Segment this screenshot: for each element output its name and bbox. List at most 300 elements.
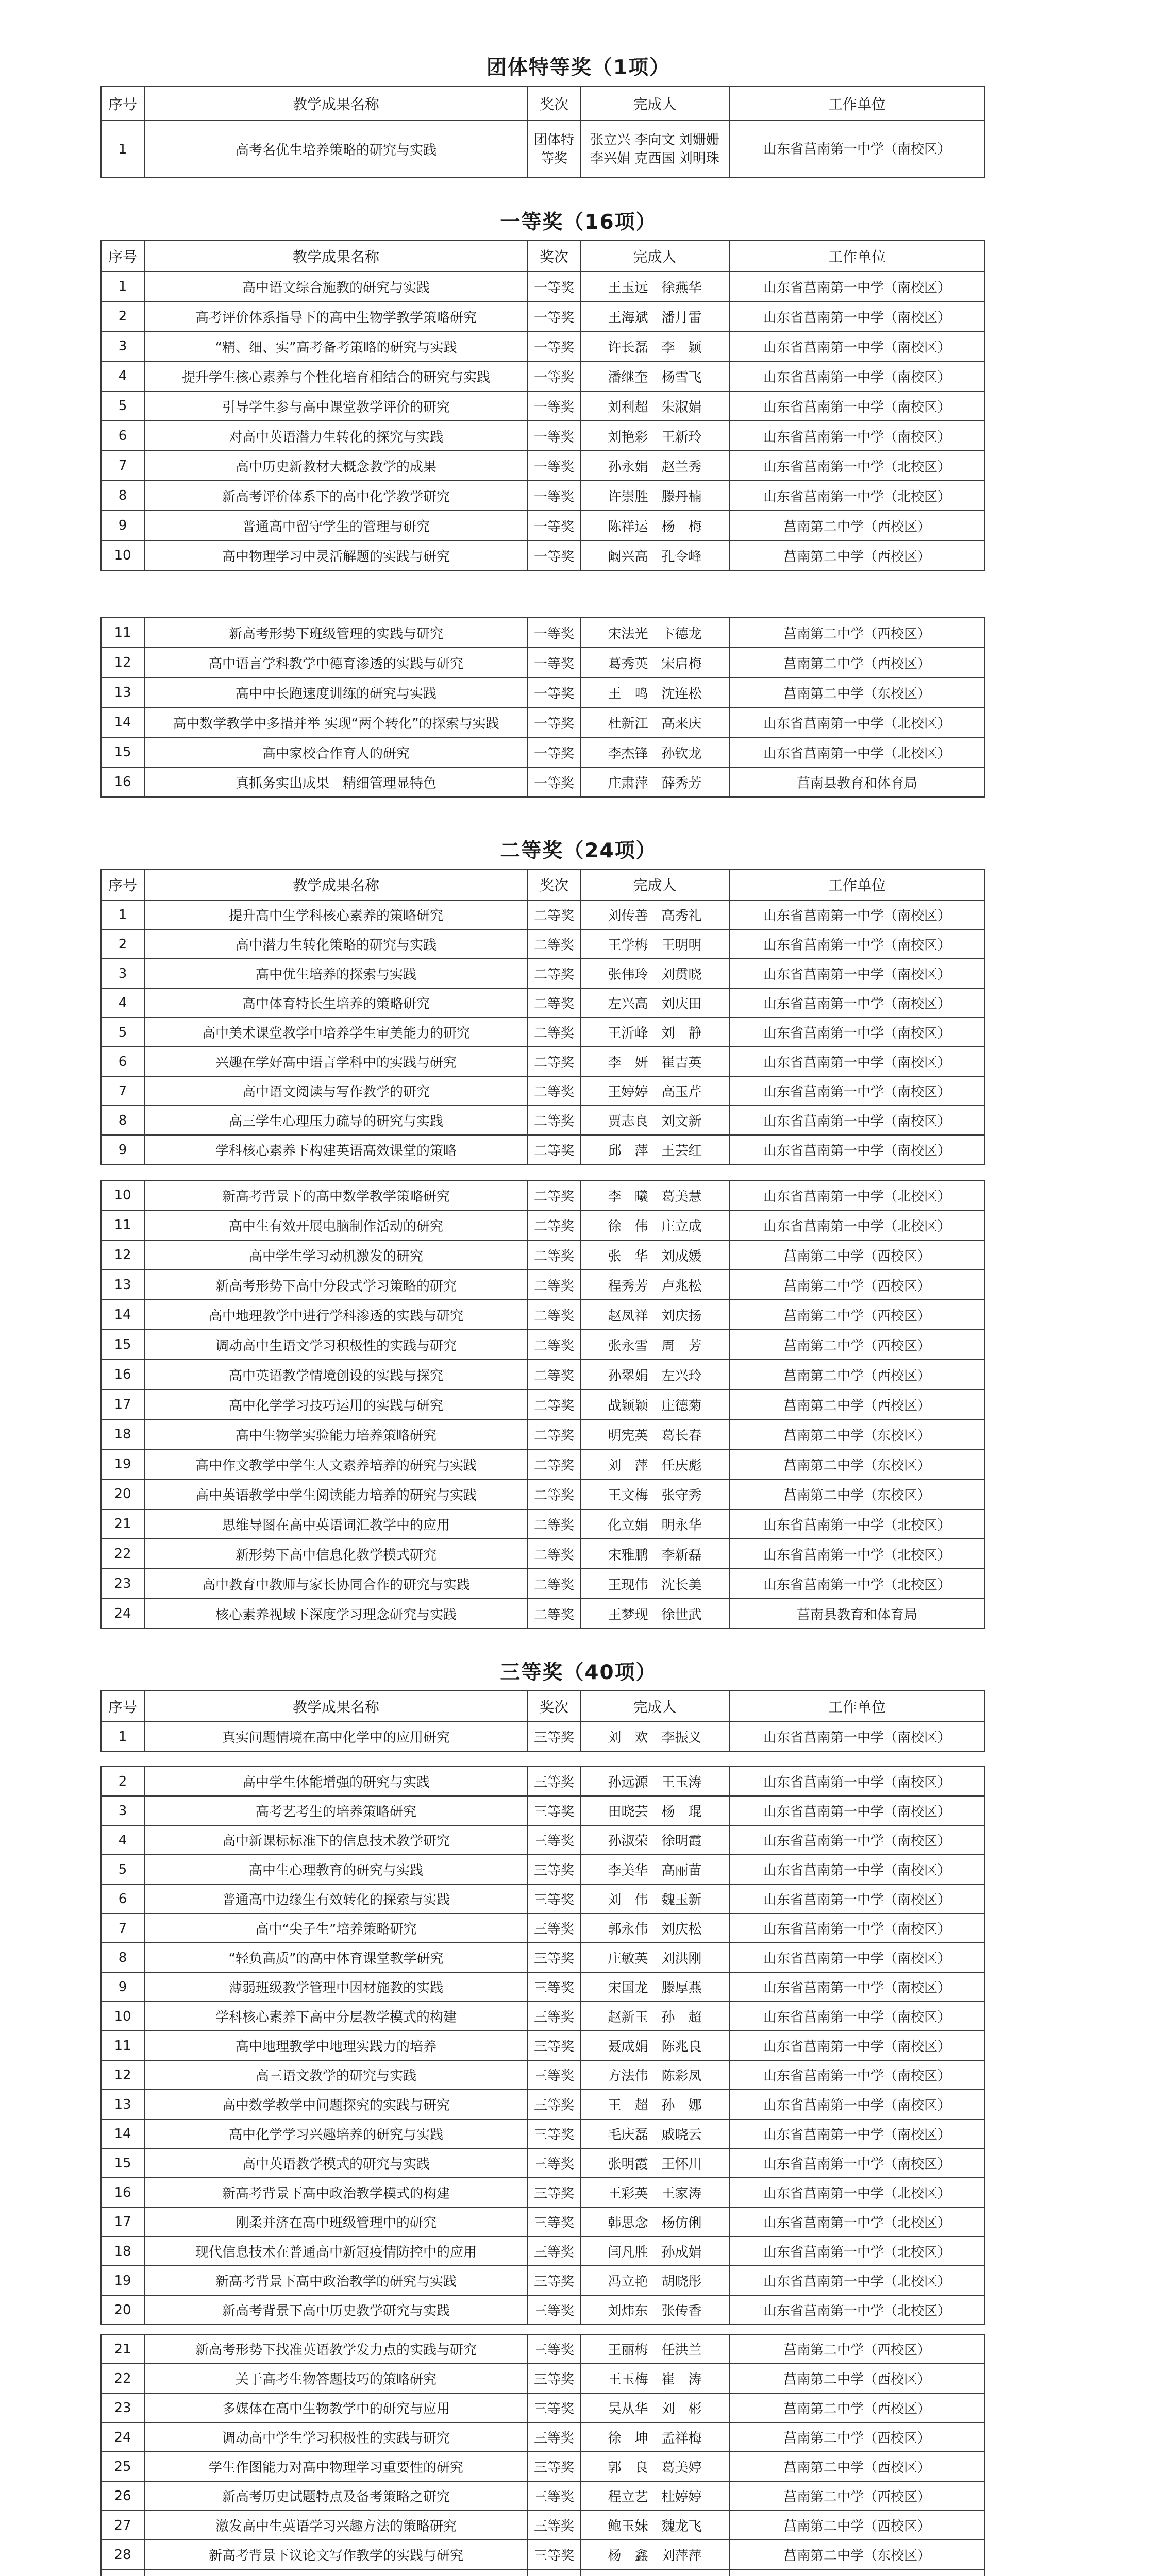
cell-people: 王海斌 潘月雷	[580, 301, 729, 331]
cell-people: 化立娟 明永华	[580, 1509, 729, 1539]
cell-unit: 山东省莒南第一中学（北校区）	[729, 1569, 985, 1599]
table-row	[101, 1330, 985, 1360]
cell-unit: 山东省莒南第一中学（南校区）	[729, 2031, 985, 2060]
cell-unit: 莒南第二中学（西校区）	[729, 1360, 985, 1389]
cell-people: 王丽梅 任洪兰	[580, 2334, 729, 2364]
cell-people: 刘传善 高秀礼	[580, 900, 729, 929]
cell-no: 12	[101, 648, 144, 677]
cell-no: 24	[101, 1599, 144, 1629]
cell-award: 三等奖	[528, 2266, 580, 2295]
header-no: 序号	[101, 1691, 144, 1722]
cell-no: 1	[101, 272, 144, 301]
cell-no: 21	[101, 2334, 144, 2364]
table-row	[101, 1599, 985, 1629]
cell-unit: 莒南第二中学（东校区）	[729, 1419, 985, 1449]
cell-award: 三等奖	[528, 2148, 580, 2178]
cell-no: 18	[101, 1419, 144, 1449]
cell-people: 杨 鑫 刘萍萍	[580, 2540, 729, 2569]
cell-unit: 莒南第二中学（西校区）	[729, 2481, 985, 2511]
cell-name: 新高考背景下高中政治教学模式的构建	[144, 2178, 528, 2207]
cell-name: 高中新课标标准下的信息技术教学研究	[144, 1825, 528, 1855]
cell-name: 高中化学学习技巧运用的实践与研究	[144, 1389, 528, 1419]
table-row	[101, 2002, 985, 2031]
cell-people: 王 鸣 沈连松	[580, 677, 729, 707]
cell-unit: 莒南第二中学（西校区）	[729, 1270, 985, 1300]
cell-award: 三等奖	[528, 1972, 580, 2002]
cell-award: 三等奖	[528, 2481, 580, 2511]
cell-no: 17	[101, 2207, 144, 2236]
cell-unit: 山东省莒南第一中学（南校区）	[729, 1825, 985, 1855]
cell-name: 高考评价体系指导下的高中生物学教学策略研究	[144, 301, 528, 331]
cell-award: 一等奖	[528, 361, 580, 391]
table-header-row	[101, 1691, 985, 1722]
table-row	[101, 2266, 985, 2295]
table-row	[101, 1855, 985, 1884]
table-row	[101, 2511, 985, 2540]
table-row	[101, 1796, 985, 1825]
cell-award: 三等奖	[528, 2236, 580, 2266]
cell-no: 10	[101, 540, 144, 570]
cell-award: 三等奖	[528, 2295, 580, 2325]
table-row	[101, 1722, 985, 1751]
cell-name: 新形势下高中信息化教学模式研究	[144, 1539, 528, 1569]
table-row	[101, 900, 985, 929]
cell-people: 毛庆磊 戚晓云	[580, 2119, 729, 2148]
table-row	[101, 707, 985, 737]
cell-no: 11	[101, 618, 144, 648]
cell-unit: 山东省莒南第一中学（南校区）	[729, 1047, 985, 1076]
cell-name: 高中优生培养的探索与实践	[144, 959, 528, 988]
cell-award: 三等奖	[528, 2031, 580, 2060]
cell-no: 8	[101, 1106, 144, 1135]
cell-people: 张立兴 李向文 刘姗姗 李兴娟 克西国 刘明珠	[580, 121, 729, 178]
table-row	[101, 1539, 985, 1569]
cell-people: 王 超 孙 娜	[580, 2090, 729, 2119]
third-prize-table-b	[100, 1766, 985, 2325]
cell-award: 三等奖	[528, 1884, 580, 1913]
cell-name: 调动高中生语文学习积极性的实践与研究	[144, 1330, 528, 1360]
cell-people: 王玉远 徐燕华	[580, 272, 729, 301]
special-prize-section	[0, 52, 1157, 84]
header-unit: 工作单位	[729, 86, 985, 121]
cell-people: 赵凤祥 刘庆扬	[580, 1300, 729, 1330]
cell-people: 程秀芳 卢兆松	[580, 1270, 729, 1300]
cell-people: 刘利超 朱淑娟	[580, 391, 729, 421]
cell-award: 二等奖	[528, 1210, 580, 1240]
cell-award: 一等奖	[528, 618, 580, 648]
cell-unit: 山东省莒南第一中学（北校区）	[729, 2266, 985, 2295]
cell-unit: 山东省莒南第一中学（北校区）	[729, 1509, 985, 1539]
cell-unit: 山东省莒南第一中学（南校区）	[729, 959, 985, 988]
cell-no: 3	[101, 959, 144, 988]
cell-award: 一等奖	[528, 421, 580, 451]
cell-award: 二等奖	[528, 1539, 580, 1569]
table-row	[101, 511, 985, 540]
cell-award: 一等奖	[528, 391, 580, 421]
cell-unit: 莒南第二中学（西校区）	[729, 2364, 985, 2393]
cell-no: 8	[101, 481, 144, 511]
table-row	[101, 1210, 985, 1240]
cell-people: 李 曦 葛美慧	[580, 1180, 729, 1210]
cell-name: 高中语文阅读与写作教学的研究	[144, 1076, 528, 1106]
cell-people: 刘 伟 魏玉新	[580, 1884, 729, 1913]
table-row	[101, 1569, 985, 1599]
special-prize-table	[100, 86, 985, 178]
cell-unit: 山东省莒南第一中学（南校区）	[729, 361, 985, 391]
cell-people: 王文梅 张守秀	[580, 1479, 729, 1509]
cell-people: 程立艺 杜婷婷	[580, 2481, 729, 2511]
cell-no: 1	[101, 1722, 144, 1751]
table-row	[101, 1972, 985, 2002]
cell-no: 2	[101, 301, 144, 331]
cell-name: 新高考形势下找准英语教学发力点的实践与研究	[144, 2334, 528, 2364]
cell-name: 真抓务实出成果 精细管理显特色	[144, 767, 528, 797]
cell-award: 一等奖	[528, 540, 580, 570]
cell-name: 新高考形势下班级管理的实践与研究	[144, 618, 528, 648]
cell-unit: 山东省莒南第一中学（南校区）	[729, 1767, 985, 1796]
cell-name: 高中数学教学中多措并举 实现“两个转化”的探索与实践	[144, 707, 528, 737]
cell-name: 高中英语教学模式的研究与实践	[144, 2148, 528, 2178]
table-row	[101, 2393, 985, 2422]
table-row	[101, 301, 985, 331]
cell-people: 王沂峰 刘 静	[580, 1018, 729, 1047]
table-row	[101, 959, 985, 988]
cell-name: 普通高中边缘生有效转化的探索与实践	[144, 1884, 528, 1913]
cell-name: 多媒体在高中生物教学中的研究与应用	[144, 2393, 528, 2422]
header-people: 完成人	[580, 1691, 729, 1722]
table-row	[101, 1479, 985, 1509]
cell-unit: 山东省莒南第一中学（南校区）	[729, 1913, 985, 1943]
cell-name: 刚柔并济在高中班级管理中的研究	[144, 2207, 528, 2236]
table-row	[101, 1913, 985, 1943]
cell-unit: 莒南第二中学（东校区）	[729, 1479, 985, 1509]
cell-unit: 莒南第二中学（西校区）	[729, 2422, 985, 2452]
cell-people: 潘继奎 杨雪飞	[580, 361, 729, 391]
cell-unit: 莒南第二中学（东校区）	[729, 1449, 985, 1479]
cell-people: 陈祥运 杨 梅	[580, 511, 729, 540]
cell-name: 高中作文教学中学生人文素养培养的研究与实践	[144, 1449, 528, 1479]
cell-name: 高中中长跑速度训练的研究与实践	[144, 677, 528, 707]
cell-no: 13	[101, 677, 144, 707]
cell-no: 19	[101, 2266, 144, 2295]
cell-no: 4	[101, 1825, 144, 1855]
cell-people: 王学梅 王明明	[580, 929, 729, 959]
table-row	[101, 540, 985, 570]
cell-award: 团体特等奖	[528, 121, 580, 178]
cell-unit: 莒南第二中学（西校区）	[729, 511, 985, 540]
cell-name: 思维导图在高中英语词汇教学中的应用	[144, 1509, 528, 1539]
cell-people: 宋国龙 滕厚燕	[580, 1972, 729, 2002]
cell-no: 26	[101, 2481, 144, 2511]
cell-no: 24	[101, 2422, 144, 2452]
cell-unit: 山东省莒南第一中学（北校区）	[729, 1210, 985, 1240]
table-row	[101, 2569, 985, 2576]
header-no: 序号	[101, 241, 144, 272]
table-header-row	[101, 86, 985, 121]
cell-award: 三等奖	[528, 2002, 580, 2031]
cell-award: 三等奖	[528, 2452, 580, 2481]
cell-award: 二等奖	[528, 1240, 580, 1270]
cell-unit: 山东省莒南第一中学（南校区）	[729, 2060, 985, 2090]
header-people: 完成人	[580, 241, 729, 272]
cell-no: 4	[101, 361, 144, 391]
cell-people: 宋雅鹏 李新磊	[580, 1539, 729, 1569]
cell-people: 刘炜东 张传香	[580, 2295, 729, 2325]
cell-no: 13	[101, 2090, 144, 2119]
cell-unit: 山东省莒南第一中学（北校区）	[729, 707, 985, 737]
cell-unit	[729, 2569, 985, 2576]
cell-unit: 山东省莒南第一中学（南校区）	[729, 1106, 985, 1135]
cell-no: 16	[101, 2178, 144, 2207]
cell-unit: 山东省莒南第一中学（南校区）	[729, 121, 985, 178]
table-row	[101, 1509, 985, 1539]
table-row	[101, 2148, 985, 2178]
cell-award: 三等奖	[528, 1767, 580, 1796]
table-row	[101, 1825, 985, 1855]
header-people: 完成人	[580, 86, 729, 121]
table-row	[101, 2481, 985, 2511]
cell-people: 张明霞 王怀川	[580, 2148, 729, 2178]
table-header-row	[101, 241, 985, 272]
header-award: 奖次	[528, 241, 580, 272]
table-row	[101, 2334, 985, 2364]
third-prize-title: 三等奖（40项）	[500, 1661, 657, 1684]
cell-unit: 莒南第二中学（西校区）	[729, 540, 985, 570]
cell-unit: 山东省莒南第一中学（南校区）	[729, 1855, 985, 1884]
table-row	[101, 331, 985, 361]
header-name: 教学成果名称	[144, 241, 528, 272]
cell-no: 27	[101, 2511, 144, 2540]
cell-no: 12	[101, 2060, 144, 2090]
first-prize-table-a	[100, 240, 985, 571]
header-name: 教学成果名称	[144, 869, 528, 900]
table-row	[101, 2031, 985, 2060]
cell-people: 孙淑荣 徐明霞	[580, 1825, 729, 1855]
header-unit: 工作单位	[729, 241, 985, 272]
cell-unit: 山东省莒南第一中学（南校区）	[729, 1722, 985, 1751]
cell-no: 17	[101, 1389, 144, 1419]
cell-name: 高中学生学习动机激发的研究	[144, 1240, 528, 1270]
cell-award: 三等奖	[528, 1943, 580, 1972]
cell-name: 高中潜力生转化策略的研究与实践	[144, 929, 528, 959]
cell-unit: 山东省莒南第一中学（北校区）	[729, 1539, 985, 1569]
cell-no: 21	[101, 1509, 144, 1539]
cell-people: 刘艳彩 王新玲	[580, 421, 729, 451]
cell-people: 王彩英 王家涛	[580, 2178, 729, 2207]
cell-people: 王玉梅 崔 涛	[580, 2364, 729, 2393]
cell-people: 李 妍 崔吉英	[580, 1047, 729, 1076]
cell-award: 二等奖	[528, 900, 580, 929]
cell-no: 10	[101, 1180, 144, 1210]
header-award: 奖次	[528, 86, 580, 121]
cell-no: 28	[101, 2540, 144, 2569]
cell-people: 明宪英 葛长春	[580, 1419, 729, 1449]
table-row	[101, 1360, 985, 1389]
cell-name: 高三学生心理压力疏导的研究与实践	[144, 1106, 528, 1135]
cell-people: 王婷婷 高玉芹	[580, 1076, 729, 1106]
cell-unit: 山东省莒南第一中学（南校区）	[729, 1972, 985, 2002]
cell-award: 一等奖	[528, 648, 580, 677]
cell-unit: 山东省莒南第一中学（南校区）	[729, 929, 985, 959]
cell-unit: 山东省莒南第一中学（南校区）	[729, 988, 985, 1018]
table-row	[101, 1076, 985, 1106]
cell-name: 高中美术课堂教学中培养学生审美能力的研究	[144, 1018, 528, 1047]
cell-name: 提升高中生学科核心素养的策略研究	[144, 900, 528, 929]
cell-people: 张伟玲 刘贯晓	[580, 959, 729, 988]
cell-name: 新高考背景下议论文写作教学的实践与研究	[144, 2540, 528, 2569]
cell-award: 三等奖	[528, 2060, 580, 2090]
cell-name: 新高考历史试题特点及备考策略之研究	[144, 2481, 528, 2511]
cell-award	[528, 2569, 580, 2576]
cell-unit: 莒南第二中学（西校区）	[729, 1389, 985, 1419]
cell-people: 战颖颖 庄德菊	[580, 1389, 729, 1419]
cell-award: 一等奖	[528, 272, 580, 301]
cell-no: 19	[101, 1449, 144, 1479]
cell-no: 22	[101, 1539, 144, 1569]
cell-unit: 莒南第二中学（东校区）	[729, 2540, 985, 2569]
cell-people: 许长磊 李 颖	[580, 331, 729, 361]
cell-people: 孙翠娟 左兴玲	[580, 1360, 729, 1389]
cell-name: “精、细、实”高考备考策略的研究与实践	[144, 331, 528, 361]
cell-name: 新高考背景下高中政治教学的研究与实践	[144, 2266, 528, 2295]
cell-people: 左兴高 刘庆田	[580, 988, 729, 1018]
cell-award: 一等奖	[528, 301, 580, 331]
cell-name: 学科核心素养下构建英语高效课堂的策略	[144, 1135, 528, 1164]
cell-people: 王梦现 徐世武	[580, 1599, 729, 1629]
table-row	[101, 1047, 985, 1076]
cell-award: 二等奖	[528, 1330, 580, 1360]
cell-no: 22	[101, 2364, 144, 2393]
cell-unit: 山东省莒南第一中学（南校区）	[729, 2090, 985, 2119]
cell-people: 李美华 高丽苗	[580, 1855, 729, 1884]
cell-no: 7	[101, 451, 144, 481]
cell-award: 三等奖	[528, 2422, 580, 2452]
cell-name: 兴趣在学好高中语言学科中的实践与研究	[144, 1047, 528, 1076]
cell-unit: 莒南第二中学（东校区）	[729, 677, 985, 707]
cell-no: 5	[101, 391, 144, 421]
header-award: 奖次	[528, 1691, 580, 1722]
header-unit: 工作单位	[729, 1691, 985, 1722]
cell-no: 4	[101, 988, 144, 1018]
cell-people: 孙远源 王玉涛	[580, 1767, 729, 1796]
cell-people: 郭永伟 刘庆松	[580, 1913, 729, 1943]
cell-unit: 莒南第二中学（西校区）	[729, 648, 985, 677]
cell-no: 25	[101, 2452, 144, 2481]
table-row	[101, 1240, 985, 1270]
cell-people: 孙永娟 赵兰秀	[580, 451, 729, 481]
cell-name: 高中教育中教师与家长协同合作的研究与实践	[144, 1569, 528, 1599]
cell-no: 6	[101, 1884, 144, 1913]
cell-name: 高中“尖子生”培养策略研究	[144, 1913, 528, 1943]
table-row	[101, 2540, 985, 2569]
cell-no: 14	[101, 707, 144, 737]
table-row	[101, 391, 985, 421]
cell-people: 韩思念 杨仿俐	[580, 2207, 729, 2236]
cell-name: 高中生心理教育的研究与实践	[144, 1855, 528, 1884]
cell-award: 二等奖	[528, 988, 580, 1018]
cell-people: 杜新江 高来庆	[580, 707, 729, 737]
cell-no: 3	[101, 331, 144, 361]
cell-unit: 山东省莒南第一中学（南校区）	[729, 391, 985, 421]
cell-no: 3	[101, 1796, 144, 1825]
cell-people: 吴从华 刘 彬	[580, 2393, 729, 2422]
first-prize-title: 一等奖（16项）	[500, 211, 657, 234]
cell-name: 高中英语教学中学生阅读能力培养的研究与实践	[144, 1479, 528, 1509]
table-row	[101, 1018, 985, 1047]
cell-name: 激发高中生英语学习兴趣方法的策略研究	[144, 2511, 528, 2540]
cell-name: 高中生有效开展电脑制作活动的研究	[144, 1210, 528, 1240]
cell-unit: 山东省莒南第一中学（南校区）	[729, 331, 985, 361]
cell-name: 真实问题情境在高中化学中的应用研究	[144, 1722, 528, 1751]
cell-unit: 山东省莒南第一中学（南校区）	[729, 421, 985, 451]
table-row	[101, 1419, 985, 1449]
cell-award: 三等奖	[528, 1825, 580, 1855]
cell-people: 郭 良 葛美婷	[580, 2452, 729, 2481]
cell-no: 2	[101, 929, 144, 959]
cell-people: 葛秀英 宋启梅	[580, 648, 729, 677]
cell-name: 高考艺考生的培养策略研究	[144, 1796, 528, 1825]
cell-award: 三等奖	[528, 2207, 580, 2236]
table-row	[101, 2422, 985, 2452]
cell-name: 关于高考生物答题技巧的策略研究	[144, 2364, 528, 2393]
cell-unit: 莒南第二中学（西校区）	[729, 2511, 985, 2540]
special-prize-title: 团体特等奖（1项）	[486, 56, 671, 79]
cell-unit: 山东省莒南第一中学（南校区）	[729, 1884, 985, 1913]
cell-no: 20	[101, 2295, 144, 2325]
cell-name: 提升学生核心素养与个性化培育相结合的研究与实践	[144, 361, 528, 391]
table-row	[101, 2236, 985, 2266]
cell-no: 18	[101, 2236, 144, 2266]
cell-unit: 山东省莒南第一中学（北校区）	[729, 1180, 985, 1210]
second-prize-section	[0, 835, 1157, 868]
cell-no: 9	[101, 1972, 144, 2002]
cell-unit: 山东省莒南第一中学（南校区）	[729, 2148, 985, 2178]
cell-unit: 莒南第二中学（西校区）	[729, 2452, 985, 2481]
cell-people: 鲍玉妹 魏龙飞	[580, 2511, 729, 2540]
cell-award: 二等奖	[528, 1135, 580, 1164]
cell-people: 庄肃萍 薛秀芳	[580, 767, 729, 797]
table-row	[101, 677, 985, 707]
table-row	[101, 121, 985, 178]
cell-unit: 莒南县教育和体育局	[729, 1599, 985, 1629]
cell-award: 二等奖	[528, 1018, 580, 1047]
cell-award: 二等奖	[528, 1419, 580, 1449]
cell-unit: 莒南第二中学（西校区）	[729, 1240, 985, 1270]
cell-award: 三等奖	[528, 2178, 580, 2207]
cell-people: 庄敏英 刘洪刚	[580, 1943, 729, 1972]
cell-name: 高中数学教学中问题探究的实践与研究	[144, 2090, 528, 2119]
cell-name: 薄弱班级教学管理中因材施教的实践	[144, 1972, 528, 2002]
cell-no: 11	[101, 1210, 144, 1240]
table-row	[101, 1106, 985, 1135]
cell-name: 高中化学学习兴趣培养的研究与实践	[144, 2119, 528, 2148]
cell-name: 新高考背景下高中历史教学研究与实践	[144, 2295, 528, 2325]
cell-name: 高中地理教学中地理实践力的培养	[144, 2031, 528, 2060]
cell-award: 三等奖	[528, 1722, 580, 1751]
table-header-row	[101, 869, 985, 900]
cell-no: 16	[101, 1360, 144, 1389]
header-no: 序号	[101, 86, 144, 121]
cell-award: 二等奖	[528, 1569, 580, 1599]
header-people: 完成人	[580, 869, 729, 900]
cell-name: 高中英语教学情境创设的实践与探究	[144, 1360, 528, 1389]
table-row	[101, 737, 985, 767]
cell-name: 高三语文教学的研究与实践	[144, 2060, 528, 2090]
cell-unit: 莒南县教育和体育局	[729, 767, 985, 797]
table-row	[101, 767, 985, 797]
cell-no: 9	[101, 1135, 144, 1164]
cell-no: 6	[101, 421, 144, 451]
